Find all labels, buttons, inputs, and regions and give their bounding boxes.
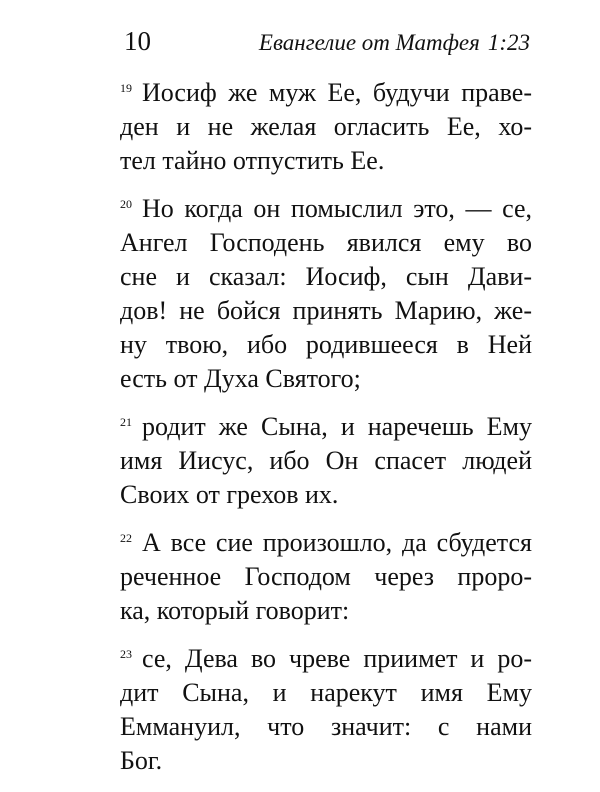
verse-number: 21 xyxy=(120,415,132,429)
chapter-verse-reference: 1:23 xyxy=(487,30,530,55)
verse-number: 19 xyxy=(120,81,132,95)
verse-line: имя Иисус, ибо Он спасет людей xyxy=(120,446,532,475)
verse-line: Бог. xyxy=(120,746,163,775)
verse-line: тел тайно отпустить Ее. xyxy=(120,146,385,175)
verse-line: А все сие произошло, да сбудется xyxy=(142,528,532,557)
verse-line: се, Дева во чреве приимет и ро- xyxy=(142,644,532,673)
verse-23 xyxy=(120,642,532,778)
verse-number: 23 xyxy=(120,647,132,661)
scripture-text xyxy=(120,76,532,792)
verse-19 xyxy=(120,76,532,178)
page-number: 10 xyxy=(124,26,151,56)
verse-line: ну твою, ибо родившееся в Ней xyxy=(120,330,532,359)
page-header xyxy=(124,26,530,60)
verse-line: Еммануил, что значит: с нами xyxy=(120,712,532,741)
verse-line: Своих от грехов их. xyxy=(120,480,339,509)
verse-line: Иосиф же муж Ее, будучи праве- xyxy=(142,78,532,107)
verse-21 xyxy=(120,410,532,512)
verse-line: дов! не бойся принять Марию, же- xyxy=(120,296,532,325)
verse-line: реченное Господом через проро- xyxy=(120,562,532,591)
verse-line: Но когда он помыслил это, — се, xyxy=(142,194,532,223)
verse-22 xyxy=(120,526,532,628)
verse-number: 22 xyxy=(120,531,132,545)
verse-line: ка, который говорит: xyxy=(120,596,350,625)
verse-line: есть от Духа Святого; xyxy=(120,364,361,393)
verse-line: Ангел Господень явился ему во xyxy=(120,228,532,257)
book-title: Евангелие от Матфея xyxy=(258,30,480,55)
verse-line: ден и не желая огласить Ее, хо- xyxy=(120,112,532,141)
verse-line: сне и сказал: Иосиф, сын Дави- xyxy=(120,262,532,291)
verse-20 xyxy=(120,192,532,396)
verse-line: родит же Сына, и наречешь Ему xyxy=(142,412,532,441)
verse-number: 20 xyxy=(120,197,132,211)
verse-line: дит Сына, и нарекут имя Ему xyxy=(120,678,532,707)
running-head xyxy=(259,29,530,57)
